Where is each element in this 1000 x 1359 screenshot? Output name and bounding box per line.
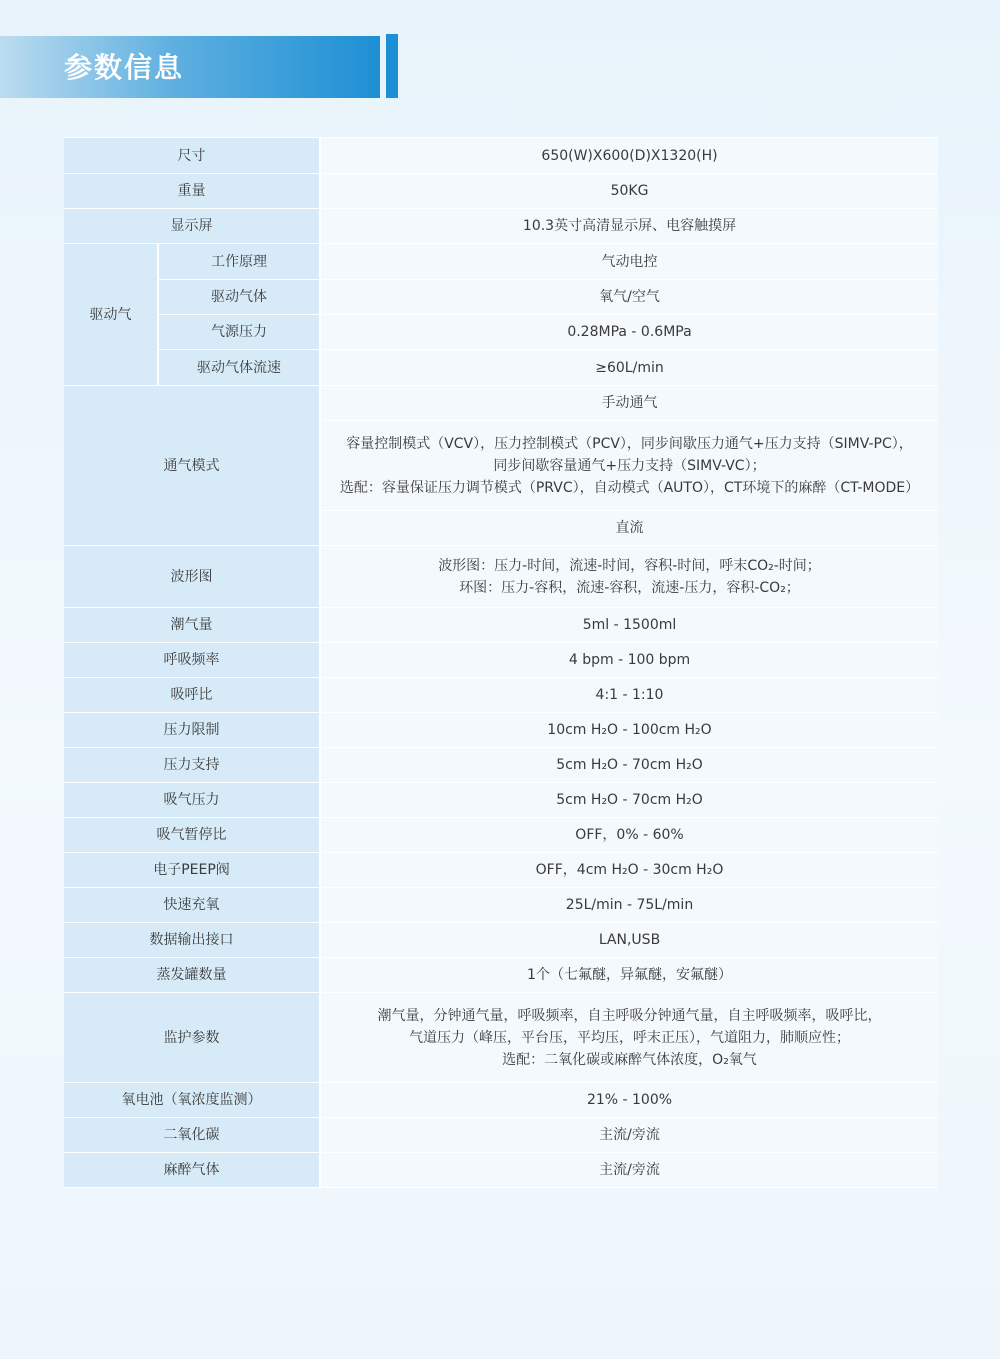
row-label: 吸气压力 [64,783,320,818]
row-value: 5cm H₂O - 70cm H₂O [320,748,938,783]
row-value: 50KG [320,174,938,209]
header-band [0,36,380,98]
row-value: 直流 [320,511,938,546]
row-value-multiline [320,993,938,1083]
page-title: 参数信息 [64,51,185,84]
text-line: 潮气量，分钟通气量，呼吸频率，自主呼吸分钟通气量，自主呼吸频率，吸呼比， [377,1007,882,1024]
spec-table [64,137,938,1188]
table-row [64,608,938,643]
row-value: 手动通气 [320,386,938,421]
row-value: 10cm H₂O - 100cm H₂O [320,713,938,748]
row-value: 氧气/空气 [320,280,938,315]
text-line: 选配：二氧化碳或麻醉气体浓度，O₂氧气 [502,1051,757,1068]
table-row [64,818,938,853]
row-label: 气源压力 [158,315,320,350]
row-label: 呼吸频率 [64,643,320,678]
text-line: 气道压力（峰压，平台压，平均压，呼末正压），气道阻力，肺顺应性； [409,1029,850,1046]
table-row [64,748,938,783]
row-value: OFF，4cm H₂O - 30cm H₂O [320,853,938,888]
text-line: 选配：容量保证压力调节模式（PRVC），自动模式（AUTO），CT环境下的麻醉（CT-MODE） [339,479,920,496]
row-label: 蒸发罐数量 [64,958,320,993]
table-row [64,783,938,818]
table-row [64,386,938,421]
row-label: 压力限制 [64,713,320,748]
row-value: 10.3英寸高清显示屏、电容触摸屏 [320,209,938,244]
row-value-multiline [320,421,938,511]
table-row [64,1083,938,1118]
table-row [64,350,938,386]
row-value: LAN,USB [320,923,938,958]
table-row [64,853,938,888]
row-label: 重量 [64,174,320,209]
table-row [64,713,938,748]
table-row [64,315,938,350]
row-label: 波形图 [64,546,320,608]
table-row [64,923,938,958]
row-label: 数据输出接口 [64,923,320,958]
row-value: ≥60L/min [320,350,938,386]
group-label-drive: 驱动气 [64,244,158,386]
row-label: 麻醉气体 [64,1153,320,1188]
row-value: 21% - 100% [320,1083,938,1118]
row-label: 吸气暂停比 [64,818,320,853]
header-accent-bar [386,34,398,98]
text-line: 环图：压力-容积，流速-容积，流速-压力，容积-CO₂； [459,579,800,596]
row-label: 尺寸 [64,138,320,174]
row-label: 潮气量 [64,608,320,643]
text-line: 容量控制模式（VCV），压力控制模式（PCV），同步间歇压力通气+压力支持（SIMV-PC）， [346,435,913,452]
table-row [64,1118,938,1153]
row-label: 吸呼比 [64,678,320,713]
row-label: 二氧化碳 [64,1118,320,1153]
text-line: 波形图：压力-时间，流速-时间，容积-时间，呼末CO₂-时间； [438,557,821,574]
table-row [64,174,938,209]
row-value: 5ml - 1500ml [320,608,938,643]
row-label: 工作原理 [158,244,320,280]
table-row [64,643,938,678]
table-row [64,280,938,315]
row-value: 主流/旁流 [320,1153,938,1188]
row-value: 5cm H₂O - 70cm H₂O [320,783,938,818]
table-row [64,1153,938,1188]
row-value: 主流/旁流 [320,1118,938,1153]
table-row [64,244,938,280]
row-label: 快速充氧 [64,888,320,923]
table-row [64,993,938,1083]
text-line: 同步间歇容量通气+压力支持（SIMV-VC）； [493,457,766,474]
row-value: 4:1 - 1:10 [320,678,938,713]
row-label: 电子PEEP阀 [64,853,320,888]
row-label: 监护参数 [64,993,320,1083]
row-label: 驱动气体 [158,280,320,315]
table-row [64,546,938,608]
table-row [64,888,938,923]
row-label: 氧电池（氧浓度监测） [64,1083,320,1118]
row-label: 驱动气体流速 [158,350,320,386]
table-row [64,678,938,713]
row-value: 气动电控 [320,244,938,280]
row-value-multiline [320,546,938,608]
row-value: 4 bpm - 100 bpm [320,643,938,678]
row-value: OFF，0% - 60% [320,818,938,853]
table-row [64,958,938,993]
row-value: 1个（七氟醚，异氟醚，安氟醚） [320,958,938,993]
row-value: 25L/min - 75L/min [320,888,938,923]
row-value: 650(W)X600(D)X1320(H) [320,138,938,174]
row-label: 通气模式 [64,386,320,546]
table-row [64,138,938,174]
row-value: 0.28MPa - 0.6MPa [320,315,938,350]
row-label: 显示屏 [64,209,320,244]
row-label: 压力支持 [64,748,320,783]
table-row [64,209,938,244]
